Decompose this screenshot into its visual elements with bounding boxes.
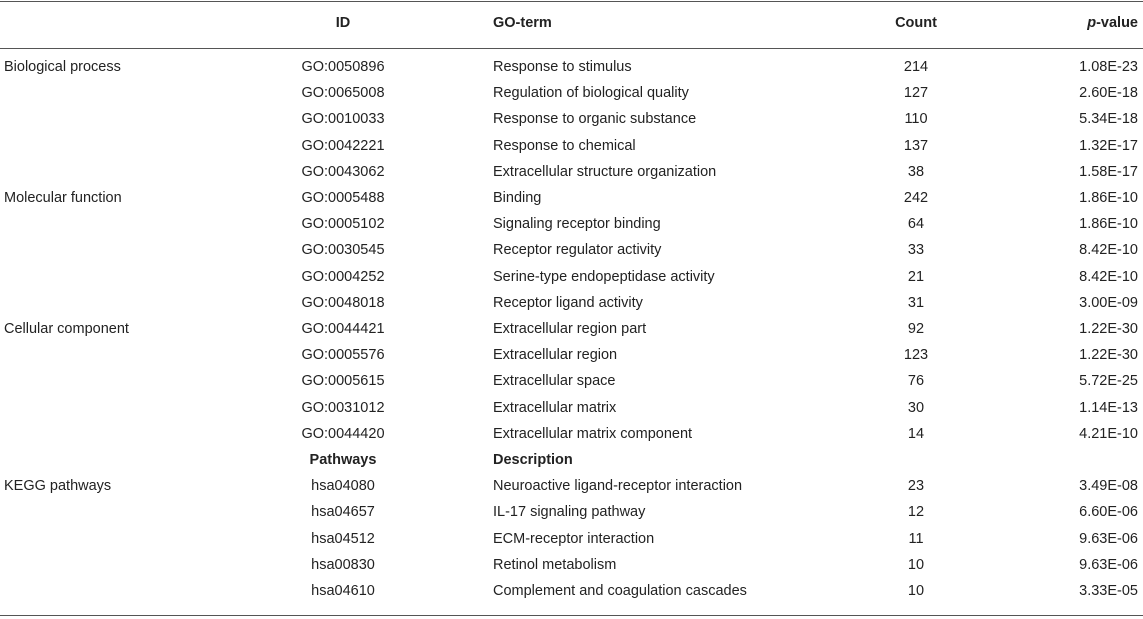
go-term-cell: Serine-type endopeptidase activity: [493, 268, 715, 285]
count-cell: 127: [903, 85, 929, 102]
p-value-cell: 3.33E-05: [1079, 583, 1138, 599]
go-id-cell: GO:0048018: [301, 294, 385, 311]
go-id-cell: GO:0005576: [301, 347, 385, 364]
go-term-cell: Extracellular matrix component: [493, 425, 693, 442]
table-row: [0, 421, 1143, 447]
header-id: ID: [335, 15, 351, 31]
go-id-cell: GO:0043062: [301, 163, 385, 180]
count-cell: 242: [903, 190, 929, 206]
go-term-cell: Receptor regulator activity: [493, 242, 662, 259]
header-p-italic: p: [1087, 15, 1097, 31]
go-term-cell: Extracellular matrix: [493, 399, 617, 416]
p-value-cell: 1.86E-10: [1079, 216, 1138, 233]
table-row: [0, 499, 1143, 525]
count-cell: 137: [903, 137, 929, 154]
table-row: [0, 159, 1143, 185]
count-cell: 23: [907, 478, 925, 495]
go-id-cell: GO:0010033: [301, 111, 385, 128]
table-row: [0, 237, 1143, 263]
pathway-description-cell: IL-17 signaling pathway: [493, 504, 646, 521]
pathway-id-cell: hsa04610: [311, 583, 375, 599]
go-id-cell: GO:0042221: [301, 137, 385, 154]
count-cell: 92: [907, 321, 925, 337]
table-bottom-rule: [0, 615, 1143, 616]
go-term-cell: Response to stimulus: [493, 59, 632, 75]
p-value-cell: 9.63E-06: [1079, 556, 1138, 573]
p-value-cell: 1.86E-10: [1079, 190, 1138, 206]
go-term-cell: Binding: [493, 190, 542, 206]
table-row: [0, 54, 1143, 80]
go-id-cell: GO:0050896: [301, 59, 385, 75]
count-cell: 33: [907, 242, 925, 259]
count-cell: 64: [907, 216, 925, 233]
pathway-id-cell: hsa00830: [311, 556, 375, 573]
header-p-suffix: -value: [1096, 15, 1138, 31]
count-cell: 110: [904, 111, 928, 128]
table-row: [0, 578, 1143, 604]
table-row: [0, 395, 1143, 421]
table-row: [0, 342, 1143, 368]
category-label: Cellular component: [4, 321, 129, 337]
go-term-cell: Extracellular region: [493, 347, 618, 364]
header-go-term: GO-term: [493, 15, 552, 31]
pathway-description-cell: ECM-receptor interaction: [493, 530, 655, 547]
count-cell: 10: [907, 556, 925, 573]
p-value-cell: 9.63E-06: [1079, 530, 1138, 547]
table-header-rule: [0, 48, 1143, 49]
p-value-cell: 1.58E-17: [1079, 163, 1138, 180]
category-label: Biological process: [4, 59, 121, 75]
count-cell: 38: [907, 163, 925, 180]
table-row: [0, 264, 1143, 290]
pathway-description-cell: Complement and coagulation cascades: [493, 583, 747, 599]
p-value-cell: 3.49E-08: [1079, 478, 1138, 495]
go-term-cell: Extracellular structure organization: [493, 163, 717, 180]
go-term-cell: Response to chemical: [493, 137, 636, 154]
category-label: Molecular function: [4, 190, 122, 206]
go-id-cell: GO:0004252: [301, 268, 385, 285]
table-row: [0, 185, 1143, 211]
pathway-description-cell: Neuroactive ligand-receptor interaction: [493, 478, 743, 495]
p-value-cell: 4.21E-10: [1079, 425, 1138, 442]
category-label: KEGG pathways: [4, 478, 112, 495]
p-value-cell: 3.00E-09: [1079, 294, 1138, 311]
table-row: [0, 368, 1143, 394]
go-id-cell: GO:0005102: [301, 216, 385, 233]
go-id-cell: GO:0005615: [301, 373, 385, 390]
count-cell: 76: [907, 373, 925, 390]
table-row: [0, 526, 1143, 552]
count-cell: 123: [903, 347, 929, 364]
table-row: [0, 106, 1143, 132]
p-value-cell: 5.72E-25: [1079, 373, 1138, 390]
count-cell: 14: [907, 425, 925, 442]
table-row: [0, 316, 1143, 342]
subheader-pathways: Pathways: [309, 452, 377, 468]
p-value-cell: 2.60E-18: [1079, 85, 1138, 102]
count-cell: 214: [903, 59, 929, 75]
table-row: [0, 473, 1143, 499]
go-term-cell: Receptor ligand activity: [493, 294, 643, 311]
go-term-cell: Regulation of biological quality: [493, 85, 689, 102]
count-cell: 12: [907, 504, 925, 521]
pathway-id-cell: hsa04657: [311, 504, 375, 521]
table-header-row: [0, 9, 1143, 37]
go-id-cell: GO:0065008: [301, 85, 385, 102]
count-cell: 10: [907, 583, 925, 599]
go-term-cell: Extracellular region part: [493, 321, 647, 337]
table-row: [0, 211, 1143, 237]
p-value-cell: 1.14E-13: [1079, 399, 1138, 416]
go-id-cell: GO:0005488: [301, 190, 385, 206]
table-row: [0, 133, 1143, 159]
go-id-cell: GO:0044420: [301, 425, 385, 442]
p-value-cell: 1.22E-30: [1079, 347, 1138, 364]
count-cell: 30: [907, 399, 925, 416]
pathway-id-cell: hsa04080: [311, 478, 375, 495]
go-id-cell: GO:0044421: [301, 321, 385, 337]
table-row: [0, 290, 1143, 316]
header-p-value: [1000, 9, 1138, 37]
p-value-cell: 8.42E-10: [1079, 242, 1138, 259]
pathway-description-cell: Retinol metabolism: [493, 556, 617, 573]
table-row: [0, 80, 1143, 106]
go-term-cell: Extracellular space: [493, 373, 616, 390]
header-count: Count: [895, 15, 937, 31]
subheader-description: Description: [493, 452, 573, 468]
p-value-cell: 1.32E-17: [1079, 137, 1138, 154]
go-term-cell: Response to organic substance: [493, 111, 697, 128]
table-top-rule: [0, 1, 1143, 2]
go-term-cell: Signaling receptor binding: [493, 216, 661, 233]
count-cell: 21: [907, 268, 925, 285]
p-value-cell: 6.60E-06: [1079, 504, 1138, 521]
p-value-cell: 1.08E-23: [1079, 59, 1138, 75]
go-id-cell: GO:0031012: [301, 399, 385, 416]
count-cell: 31: [907, 294, 925, 311]
p-value-cell: 1.22E-30: [1079, 321, 1138, 337]
p-value-cell: 8.42E-10: [1079, 268, 1138, 285]
p-value-cell: 5.34E-18: [1079, 111, 1138, 128]
go-id-cell: GO:0030545: [301, 242, 385, 259]
kegg-subheader-row: [0, 447, 1143, 473]
count-cell: 11: [908, 530, 924, 547]
table-row: [0, 552, 1143, 578]
pathway-id-cell: hsa04512: [311, 530, 375, 547]
